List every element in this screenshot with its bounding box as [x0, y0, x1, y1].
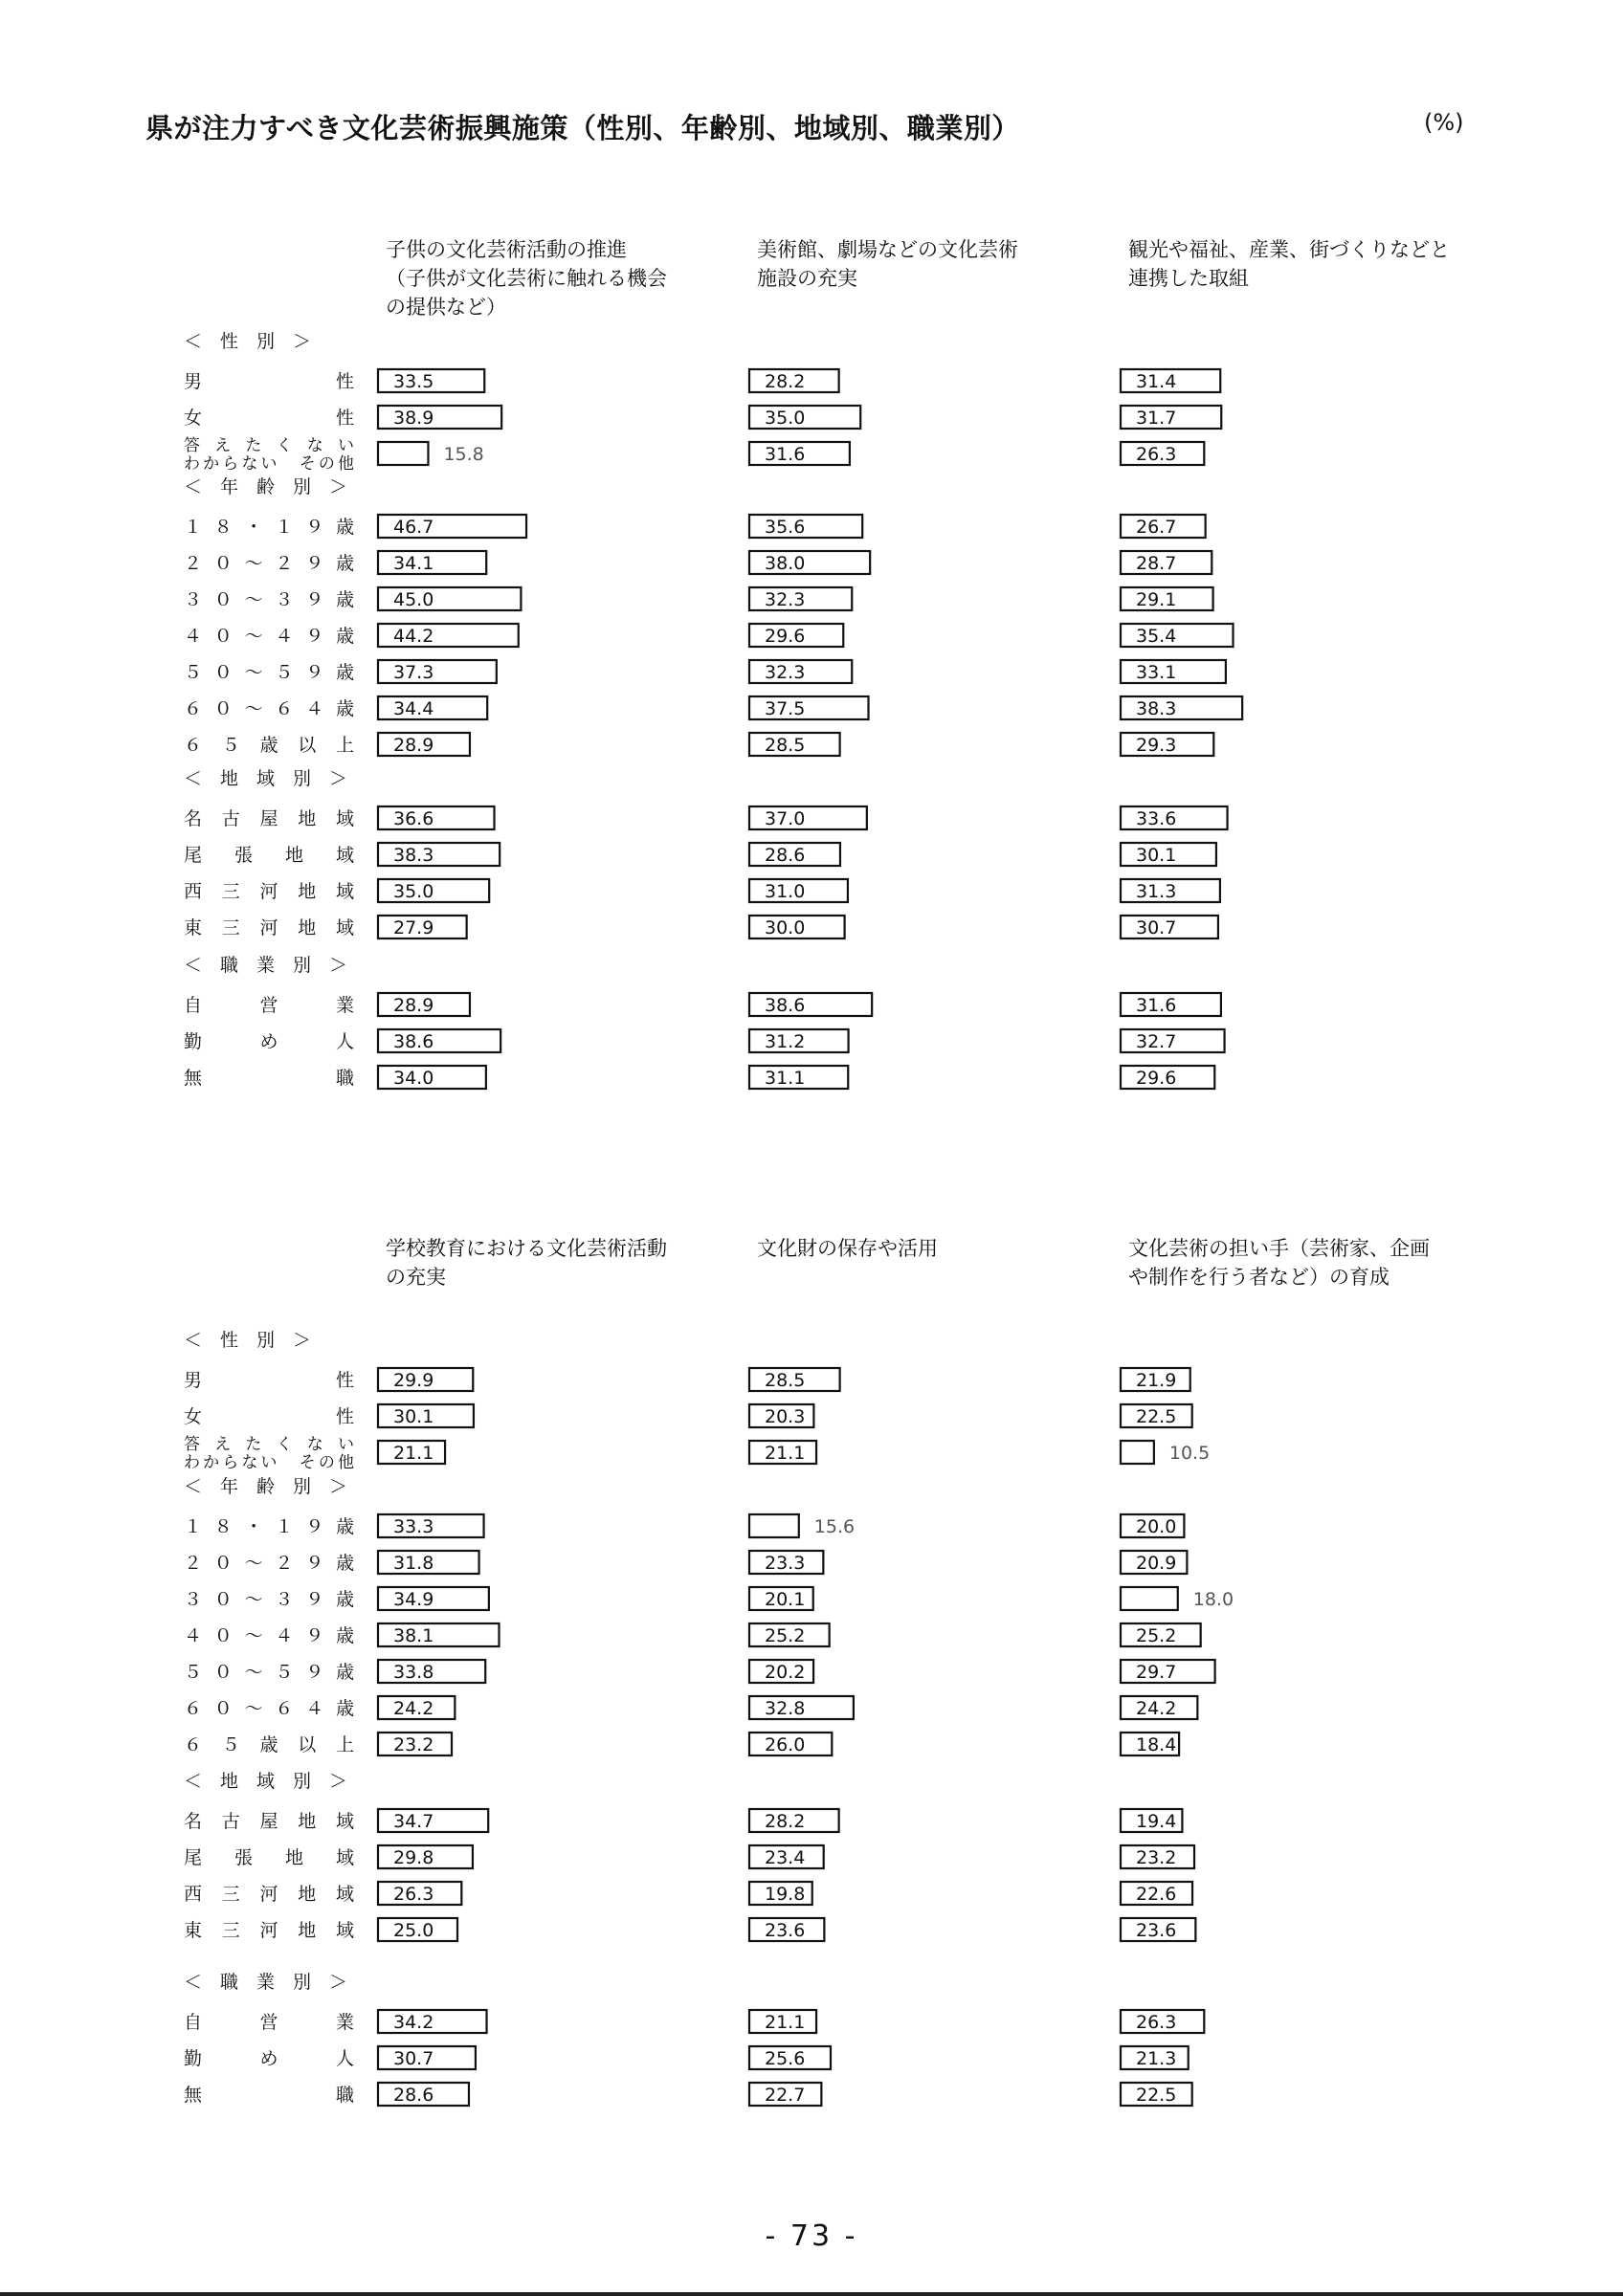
value-label: 25.2	[765, 1625, 806, 1646]
group-header: ＜ 職 業 別 ＞	[184, 1972, 348, 1993]
category-label: 勤 め 人	[184, 1031, 354, 1052]
category-label: ４０～４９歳	[184, 1625, 354, 1646]
category-label: ６０～６４歳	[184, 1698, 354, 1719]
value-label: 29.9	[393, 1370, 434, 1391]
value-label: 31.6	[1136, 995, 1177, 1016]
category-label: ６５歳以上	[184, 735, 354, 756]
category-label: 自 営 業	[184, 995, 354, 1016]
value-label: 21.9	[1136, 1370, 1177, 1391]
value-label: 29.7	[1136, 1662, 1177, 1683]
value-label: 38.9	[393, 408, 434, 429]
value-label: 37.3	[393, 662, 434, 683]
chart-title-line: 文化芸術の担い手（芸術家、企画	[1128, 1237, 1430, 1260]
value-label: 29.1	[1136, 589, 1177, 610]
value-label: 32.3	[765, 662, 806, 683]
category-label: ２０～２９歳	[184, 553, 354, 574]
category-label: 尾張地域	[184, 1847, 354, 1868]
value-label: 34.4	[393, 698, 434, 719]
value-label: 31.8	[393, 1553, 434, 1574]
value-label: 31.2	[765, 1031, 806, 1052]
value-label: 31.6	[765, 444, 806, 465]
value-label: 21.3	[1136, 2048, 1177, 2069]
category-label: 西三河地域	[184, 881, 354, 902]
value-label: 20.2	[765, 1662, 806, 1683]
value-label: 20.0	[1136, 1516, 1177, 1537]
bar	[1121, 1587, 1178, 1610]
value-label: 30.1	[1136, 845, 1177, 866]
value-label: 33.3	[393, 1516, 434, 1537]
value-label: 36.6	[393, 808, 434, 829]
value-label: 30.7	[393, 2048, 434, 2069]
category-label: ５０～５９歳	[184, 662, 354, 683]
value-label: 28.9	[393, 995, 434, 1016]
value-label: 38.6	[765, 995, 806, 1016]
bar	[1121, 1441, 1154, 1464]
group-header: ＜ 地 域 別 ＞	[184, 1771, 348, 1792]
bottom-rule	[0, 2292, 1623, 2296]
unit-label: (%)	[1424, 109, 1464, 136]
value-label: 30.7	[1136, 917, 1177, 938]
value-label: 25.6	[765, 2048, 806, 2069]
value-label: 28.6	[765, 845, 806, 866]
value-label: 35.6	[765, 517, 806, 538]
value-label: 37.0	[765, 808, 806, 829]
value-label: 18.4	[1136, 1734, 1177, 1755]
value-label: 32.7	[1136, 1031, 1177, 1052]
chart-title-line: 連携した取組	[1128, 267, 1249, 290]
category-label: ２０～２９歳	[184, 1553, 354, 1574]
value-label: 21.1	[393, 1443, 434, 1464]
value-label: 29.6	[765, 626, 806, 647]
chart-title-line: の充実	[386, 1266, 446, 1289]
value-label: 46.7	[393, 517, 434, 538]
category-label: 男 性	[184, 1370, 354, 1391]
value-label: 21.1	[765, 2012, 806, 2033]
chart-title-line: 子供の文化芸術活動の推進	[386, 238, 627, 261]
value-label: 38.3	[393, 845, 434, 866]
chart-title-line: 学校教育における文化芸術活動	[386, 1237, 667, 1260]
value-label: 23.2	[1136, 1847, 1177, 1868]
value-label: 23.2	[393, 1734, 434, 1755]
value-label: 20.9	[1136, 1553, 1177, 1574]
value-label: 15.6	[813, 1516, 856, 1537]
value-label: 33.6	[1136, 808, 1177, 829]
group-header: ＜ 職 業 別 ＞	[184, 955, 348, 976]
group-header: ＜ 性 別 ＞	[184, 331, 312, 352]
value-label: 23.4	[765, 1847, 806, 1868]
value-label: 28.2	[765, 371, 806, 392]
value-label: 26.3	[393, 1884, 434, 1905]
value-label: 38.6	[393, 1031, 434, 1052]
chart-title-line: 施設の充実	[757, 267, 857, 290]
value-label: 32.3	[765, 589, 806, 610]
chart-title-line: 観光や福祉、産業、街づくりなどと	[1128, 238, 1450, 261]
value-label: 44.2	[393, 626, 434, 647]
value-label: 35.4	[1136, 626, 1177, 647]
category-label: ３０～３９歳	[184, 589, 354, 610]
value-label: 28.5	[765, 735, 806, 756]
bar	[749, 1514, 799, 1537]
category-label: 勤 め 人	[184, 2048, 354, 2069]
value-label: 34.0	[393, 1068, 434, 1089]
value-label: 35.0	[765, 408, 806, 429]
value-label: 38.0	[765, 553, 806, 574]
value-label: 22.5	[1136, 1406, 1177, 1427]
value-label: 31.7	[1136, 408, 1177, 429]
value-label: 28.5	[765, 1370, 806, 1391]
value-label: 28.9	[393, 735, 434, 756]
value-label: 18.0	[1192, 1589, 1234, 1610]
value-label: 26.7	[1136, 517, 1177, 538]
value-label: 22.6	[1136, 1884, 1177, 1905]
bar	[378, 442, 428, 465]
category-label: 答えたくない	[184, 436, 354, 455]
value-label: 19.4	[1136, 1811, 1177, 1832]
value-label: 23.6	[1136, 1920, 1177, 1941]
value-label: 28.2	[765, 1811, 806, 1832]
chart-title-line: 美術館、劇場などの文化芸術	[757, 238, 1018, 261]
value-label: 30.1	[393, 1406, 434, 1427]
group-header: ＜ 地 域 別 ＞	[184, 768, 348, 789]
category-label: 西三河地域	[184, 1884, 354, 1905]
value-label: 33.8	[393, 1662, 434, 1683]
value-label: 31.0	[765, 881, 806, 902]
value-label: 20.1	[765, 1589, 806, 1610]
value-label: 34.2	[393, 2012, 434, 2033]
value-label: 15.8	[443, 444, 484, 465]
category-label: 東三河地域	[184, 1920, 354, 1941]
category-label: わからない その他	[184, 1453, 354, 1472]
value-label: 28.6	[393, 2085, 434, 2106]
value-label: 25.0	[393, 1920, 434, 1941]
category-label: 尾張地域	[184, 845, 354, 866]
value-label: 25.2	[1136, 1625, 1177, 1646]
value-label: 28.7	[1136, 553, 1177, 574]
group-header: ＜ 年 齢 別 ＞	[184, 1476, 348, 1497]
category-label: １８・１９歳	[184, 517, 354, 538]
value-label: 29.8	[393, 1847, 434, 1868]
chart-title-line: （子供が文化芸術に触れる機会	[386, 267, 667, 290]
category-label: 女 性	[184, 1406, 354, 1427]
group-header: ＜ 年 齢 別 ＞	[184, 476, 348, 497]
value-label: 31.4	[1136, 371, 1177, 392]
category-label: １８・１９歳	[184, 1516, 354, 1537]
category-label: 自 営 業	[184, 2012, 354, 2033]
category-label: ３０～３９歳	[184, 1589, 354, 1610]
value-label: 19.8	[765, 1884, 806, 1905]
category-label: 無 職	[184, 1068, 354, 1089]
value-label: 33.1	[1136, 662, 1177, 683]
category-label: 名古屋地域	[184, 808, 354, 829]
value-label: 38.1	[393, 1625, 434, 1646]
category-label: ４０～４９歳	[184, 626, 354, 647]
value-label: 34.1	[393, 553, 434, 574]
category-label: ６０～６４歳	[184, 698, 354, 719]
value-label: 35.0	[393, 881, 434, 902]
category-label: 東三河地域	[184, 917, 354, 938]
value-label: 31.1	[765, 1068, 806, 1089]
category-label: 無 職	[184, 2085, 354, 2106]
category-label: 答えたくない	[184, 1435, 354, 1454]
category-label: ６５歳以上	[184, 1734, 354, 1755]
value-label: 22.7	[765, 2085, 806, 2106]
value-label: 10.5	[1168, 1443, 1211, 1464]
value-label: 29.3	[1136, 735, 1177, 756]
value-label: 26.3	[1136, 2012, 1177, 2033]
chart-title-line: 文化財の保存や活用	[757, 1237, 938, 1260]
category-label: 女 性	[184, 408, 354, 429]
page-number: - 73 -	[765, 2219, 858, 2253]
value-label: 23.6	[765, 1920, 806, 1941]
chart-title-line: や制作を行う者など）の育成	[1128, 1266, 1390, 1289]
category-label: 名古屋地域	[184, 1811, 354, 1832]
value-label: 23.3	[765, 1553, 806, 1574]
value-label: 29.6	[1136, 1068, 1177, 1089]
value-label: 34.9	[393, 1589, 434, 1610]
category-label: わからない その他	[184, 454, 354, 474]
value-label: 21.1	[765, 1443, 806, 1464]
value-label: 20.3	[765, 1406, 806, 1427]
value-label: 37.5	[765, 698, 806, 719]
value-label: 26.3	[1136, 444, 1177, 465]
value-label: 24.2	[393, 1698, 434, 1719]
value-label: 26.0	[765, 1734, 806, 1755]
category-label: 男 性	[184, 371, 354, 392]
value-label: 27.9	[393, 917, 434, 938]
group-header: ＜ 性 別 ＞	[184, 1330, 312, 1351]
value-label: 22.5	[1136, 2085, 1177, 2106]
value-label: 24.2	[1136, 1698, 1177, 1719]
value-label: 31.3	[1136, 881, 1177, 902]
value-label: 38.3	[1136, 698, 1177, 719]
value-label: 30.0	[765, 917, 806, 938]
page-title: 県が注力すべき文化芸術振興施策（性別、年齢別、地域別、職業別）	[145, 112, 1020, 144]
value-label: 45.0	[393, 589, 434, 610]
value-label: 34.7	[393, 1811, 434, 1832]
chart-title-line: の提供など）	[386, 296, 506, 319]
value-label: 33.5	[393, 371, 434, 392]
category-label: ５０～５９歳	[184, 1662, 354, 1683]
value-label: 32.8	[765, 1698, 806, 1719]
